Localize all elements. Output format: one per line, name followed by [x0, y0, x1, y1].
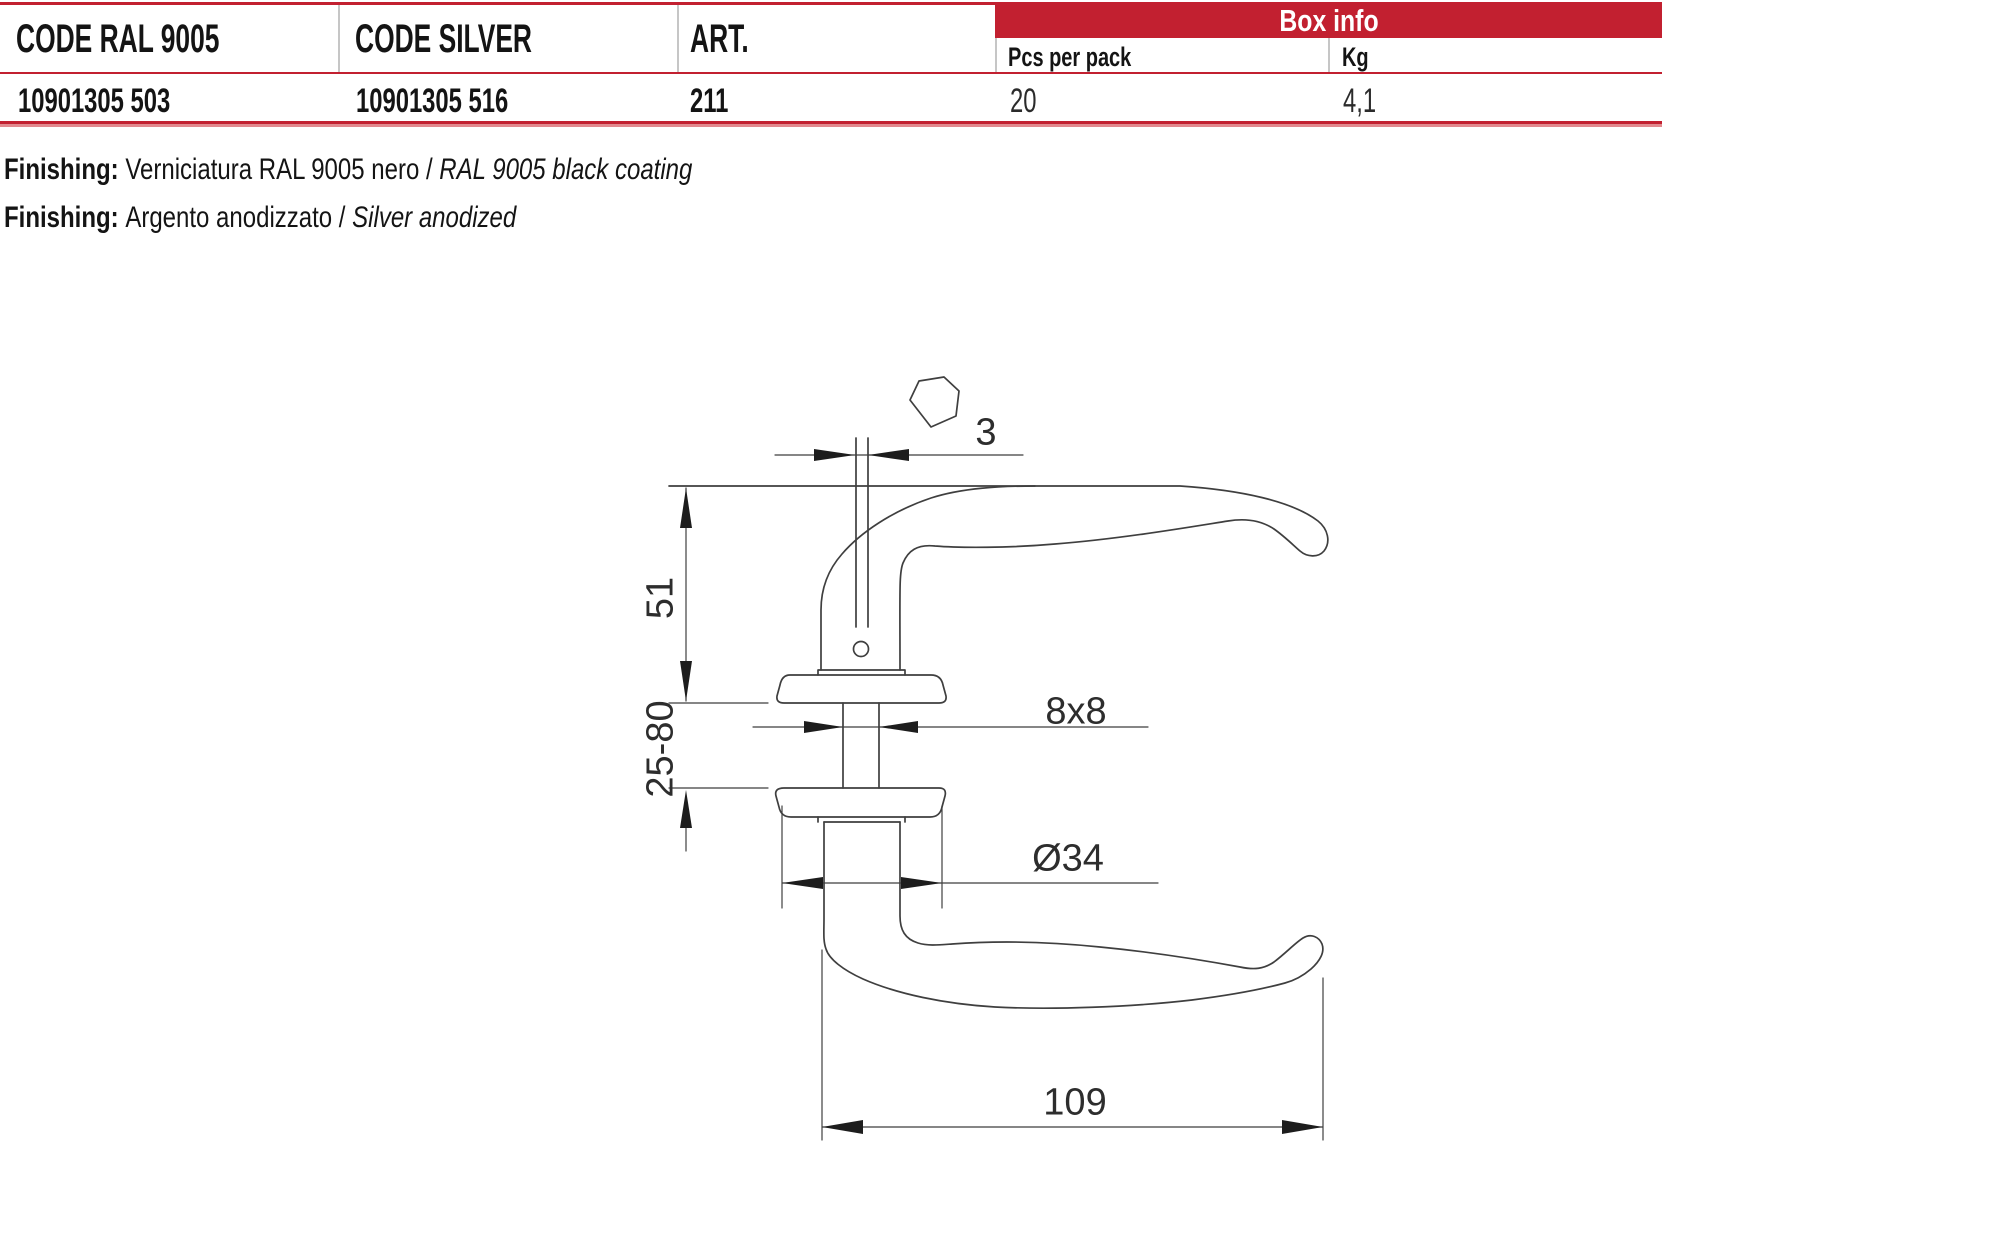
arrow: [680, 661, 692, 701]
finishing-text-translation: RAL 9005 black coating: [439, 153, 693, 186]
subheader-kg: Kg: [1342, 42, 1369, 72]
arrow: [804, 721, 843, 733]
spindle-8x8: [843, 703, 879, 788]
arrow: [782, 877, 823, 889]
screw-hole: [854, 642, 869, 657]
finishing-text: Verniciatura RAL 9005 nero /: [125, 153, 440, 186]
arrow: [680, 488, 692, 528]
upper-lever-neck: [821, 486, 1035, 670]
upper-lever-outline: [669, 486, 1328, 670]
arrow: [901, 877, 942, 889]
header-code-silver: CODE SILVER: [355, 17, 533, 61]
value-code-ral: 10901305 503: [18, 82, 171, 120]
finishing-text: Argento anodizzato /: [125, 201, 353, 234]
subheader-pcs-per-pack: Pcs per pack: [1008, 42, 1132, 72]
dim-label-door-thickness: 25-80: [639, 700, 682, 798]
header-art: ART.: [690, 17, 749, 61]
dim-label-rosette-diameter: Ø34: [1032, 837, 1104, 880]
finishing-label: Finishing:: [4, 153, 119, 186]
value-code-silver: 10901305 516: [356, 82, 509, 120]
value-kg: 4,1: [1343, 82, 1377, 120]
upper-rosette: [777, 675, 946, 703]
value-pcs-per-pack: 20: [1010, 82, 1037, 120]
dim-label-length: 109: [1043, 1081, 1107, 1124]
dim-label-spindle: 8x8: [1045, 690, 1107, 733]
lower-rosette: [776, 788, 946, 817]
value-art: 211: [690, 82, 729, 120]
arrow: [879, 721, 918, 733]
header-code-ral: CODE RAL 9005: [16, 17, 220, 61]
dim-label-grip-offset: 3: [975, 411, 997, 454]
hexagon-spindle-icon: [910, 377, 959, 427]
arrow: [868, 449, 909, 461]
arrow: [814, 449, 855, 461]
finishing-label: Finishing:: [4, 201, 119, 234]
arrow: [1282, 1120, 1323, 1134]
finishing-text-translation: Silver anodized: [352, 201, 517, 234]
box-info-title: Box info: [1278, 2, 1379, 38]
dim-label-height: 51: [639, 576, 682, 620]
arrow: [822, 1120, 863, 1134]
